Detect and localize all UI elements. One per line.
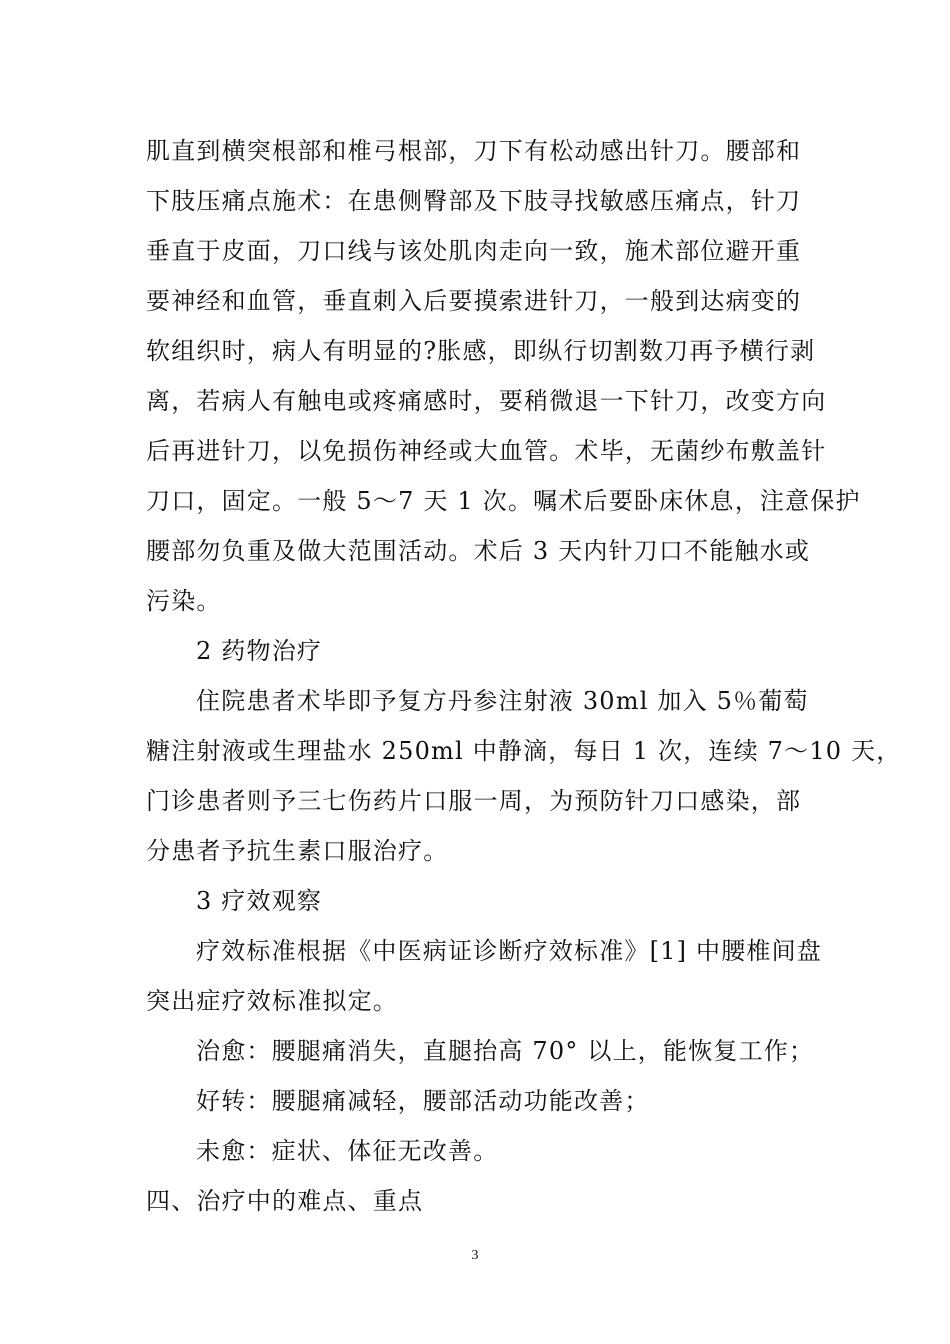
page-number: 3 — [471, 1248, 479, 1263]
section-heading-efficacy: 3 疗效观察 — [196, 887, 323, 915]
text-line: 门诊患者则予三七伤药片口服一周，为预防针刀口感染，部 — [146, 787, 802, 815]
text-line: 突出症疗效标准拟定。 — [146, 987, 398, 1015]
text-line: 软组织时，病人有明显的?胀感，即纵行切割数刀再予横行剥 — [146, 337, 816, 365]
criteria-not-cured: 未愈：症状、体征无改善。 — [196, 1137, 499, 1165]
text-line: 腰部勿负重及做大范围活动。术后 3 天内针刀口不能触水或 — [146, 537, 811, 565]
text-line: 糖注射液或生理盐水 250ml 中静滴，每日 1 次，连续 7～10 天， — [146, 737, 902, 765]
text-line: 刀口，固定。一般 5～7 天 1 次。嘱术后要卧床休息，注意保护 — [146, 487, 861, 515]
section-heading-difficulties: 四、治疗中的难点、重点 — [146, 1187, 424, 1215]
text-line: 垂直于皮面，刀口线与该处肌肉走向一致，施术部位避开重 — [146, 237, 802, 265]
text-line: 分患者予抗生素口服治疗。 — [146, 837, 449, 865]
text-line: 肌直到横突根部和椎弓根部，刀下有松动感出针刀。腰部和 — [146, 137, 802, 165]
criteria-cured: 治愈：腰腿痛消失，直腿抬高 70° 以上，能恢复工作； — [196, 1037, 815, 1065]
text-line: 疗效标准根据《中医病证诊断疗效标准》[1] 中腰椎间盘 — [196, 937, 823, 965]
text-line: 住院患者术毕即予复方丹参注射液 30ml 加入 5％葡萄 — [196, 687, 809, 715]
text-line: 离，若病人有触电或疼痛感时，要稍微退一下针刀，改变方向 — [146, 387, 827, 415]
section-heading-drug-treatment: 2 药物治疗 — [196, 637, 323, 665]
text-line: 后再进针刀，以免损伤神经或大血管。术毕，无菌纱布敷盖针 — [146, 437, 827, 465]
text-line: 污染。 — [146, 587, 222, 615]
body-text — [146, 126, 902, 1226]
text-line: 下肢压痛点施术：在患侧臀部及下肢寻找敏感压痛点，针刀 — [146, 187, 802, 215]
criteria-improved: 好转：腰腿痛减轻，腰部活动功能改善； — [196, 1087, 650, 1115]
text-line: 要神经和血管，垂直刺入后要摸索进针刀，一般到达病变的 — [146, 287, 802, 315]
